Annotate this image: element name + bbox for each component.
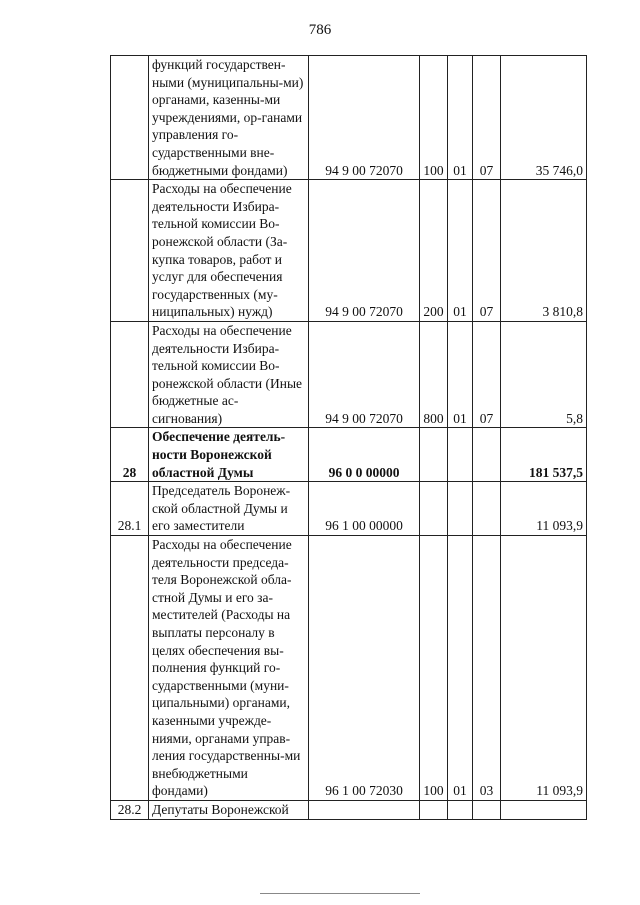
row-number: 28.2 (111, 800, 149, 819)
target-code: 96 1 00 72030 (309, 536, 420, 801)
row-name: Председатель Воронеж-ской областной Думы и его заместители (149, 482, 309, 536)
table-row (111, 56, 587, 180)
target-code: 96 0 0 00000 (309, 428, 420, 482)
table-row (111, 536, 587, 801)
amount: 181 537,5 (501, 428, 587, 482)
table-row (111, 800, 587, 819)
table-row (111, 180, 587, 322)
target-code: 94 9 00 72070 (309, 180, 420, 322)
subsection: 07 (473, 180, 501, 322)
row-number (111, 321, 149, 428)
row-name: Обеспечение деятель-ности Воронежской областной Думы (149, 428, 309, 482)
subsection (473, 482, 501, 536)
section (448, 428, 473, 482)
target-code: 94 9 00 72070 (309, 321, 420, 428)
expense-type (420, 482, 448, 536)
subsection (473, 800, 501, 819)
expense-type (420, 800, 448, 819)
amount (501, 800, 587, 819)
amount: 5,8 (501, 321, 587, 428)
row-number (111, 56, 149, 180)
amount: 11 093,9 (501, 536, 587, 801)
amount: 3 810,8 (501, 180, 587, 322)
target-code (309, 800, 420, 819)
row-name: функций государствен-ными (муниципальны-ми) органами, казенны-ми учреждениями, ор-ганами управления го-сударственными вне-бюджетными фондами) (149, 56, 309, 180)
subsection: 07 (473, 56, 501, 180)
scan-edge-line (260, 893, 420, 894)
row-number (111, 180, 149, 322)
row-name: Депутаты Воронежской (149, 800, 309, 819)
section: 01 (448, 536, 473, 801)
budget-table (110, 55, 587, 820)
row-name: Расходы на обеспечение деятельности Избира-тельной комиссии Во-ронежской области (Иные бюджетные ас-сигнования) (149, 321, 309, 428)
amount: 11 093,9 (501, 482, 587, 536)
expense-type: 800 (420, 321, 448, 428)
section: 01 (448, 180, 473, 322)
section (448, 482, 473, 536)
page-number: 786 (308, 22, 332, 38)
expense-type: 100 (420, 536, 448, 801)
table-row (111, 482, 587, 536)
section: 01 (448, 321, 473, 428)
row-name: Расходы на обеспечение деятельности Избира-тельной комиссии Во-ронежской области (За-купка товаров, работ и услуг для обеспечения государственных (му-ниципальных) нужд) (149, 180, 309, 322)
section: 01 (448, 56, 473, 180)
subsection (473, 428, 501, 482)
subsection: 07 (473, 321, 501, 428)
row-number: 28.1 (111, 482, 149, 536)
table-row-section (111, 428, 587, 482)
expense-type: 100 (420, 56, 448, 180)
amount: 35 746,0 (501, 56, 587, 180)
subsection: 03 (473, 536, 501, 801)
section (448, 800, 473, 819)
expense-type: 200 (420, 180, 448, 322)
expense-type (420, 428, 448, 482)
table-row (111, 321, 587, 428)
target-code: 94 9 00 72070 (309, 56, 420, 180)
row-number: 28 (111, 428, 149, 482)
target-code: 96 1 00 00000 (309, 482, 420, 536)
row-number (111, 536, 149, 801)
row-name: Расходы на обеспечение деятельности председа-теля Воронежской обла-стной Думы и его за-местителей (Расходы на выплаты персоналу в целях обеспечения вы-полнения функций го-сударственными (муни-ципальными) органами, казенными учрежде-ниями, органами управ-ления государственны-ми внебюджетными фондами) (149, 536, 309, 801)
